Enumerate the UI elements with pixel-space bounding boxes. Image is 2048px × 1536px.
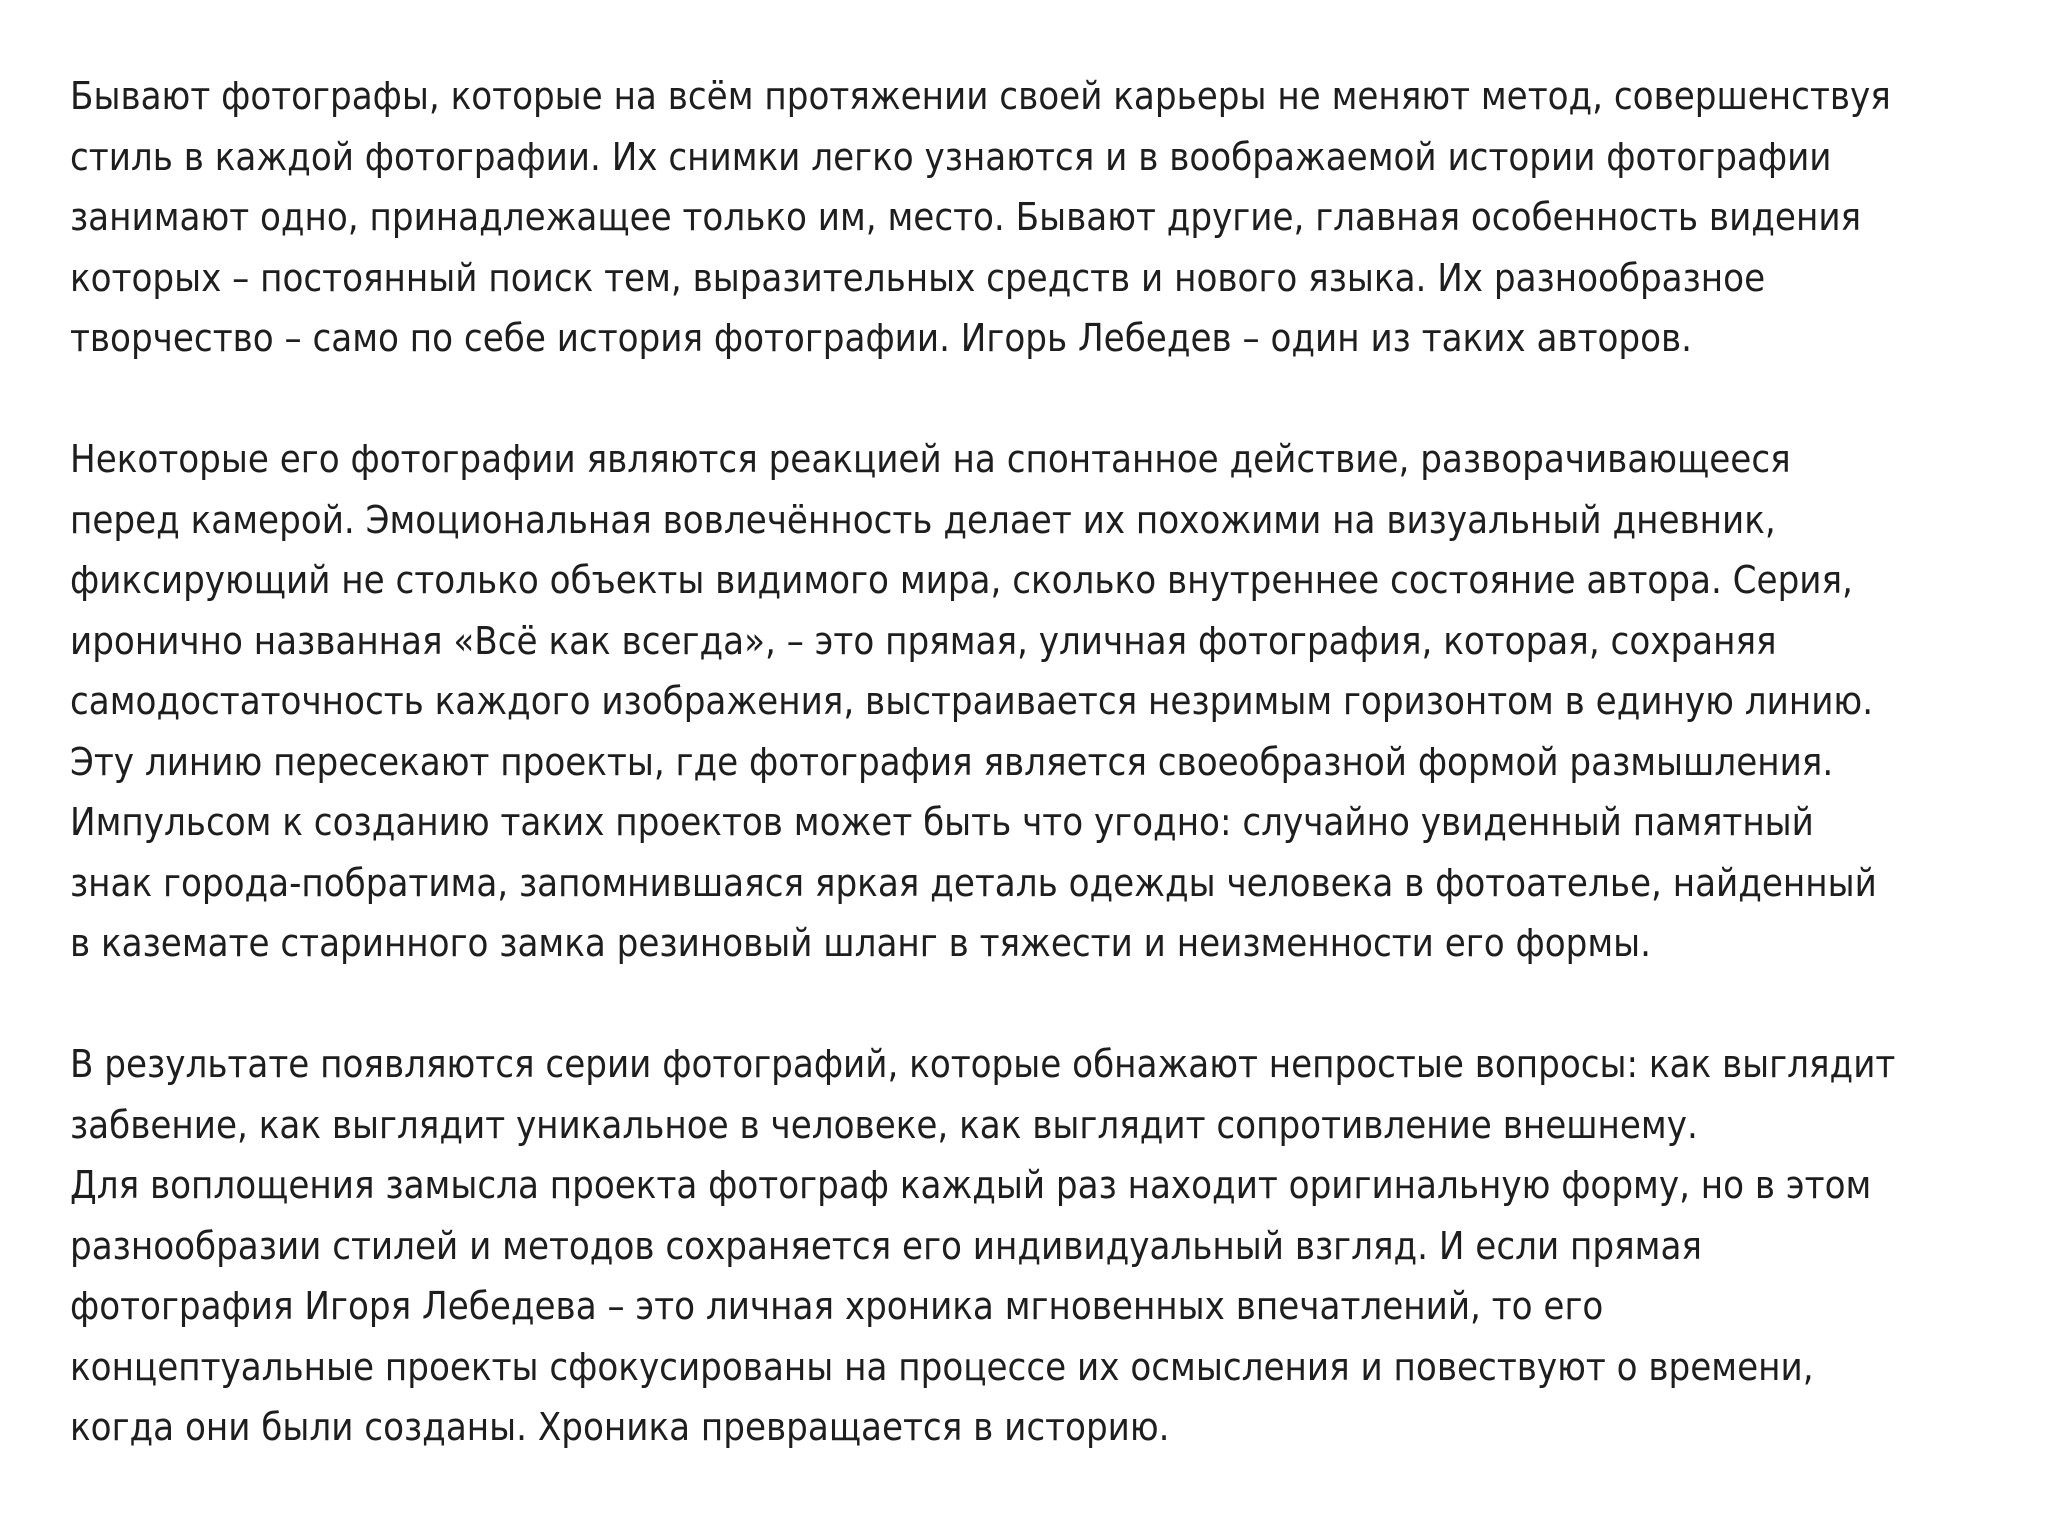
text-line: концептуальные проекты сфокусированы на процессе их осмысления и повествуют о времени, (70, 1344, 1814, 1389)
text-line: Эту линию пересекают проекты, где фотография является своеобразной формой размышления. (70, 739, 1834, 784)
text-line: когда они были созданы. Хроника превращается в историю. (70, 1405, 1170, 1449)
text-line: перед камерой. Эмоциональная вовлечённость делает их похожими на визуальный дневник, (70, 497, 1776, 542)
text-line: знак города-побратима, запомнившаяся яркая деталь одежды человека в фотоателье, найденный (70, 860, 1877, 905)
article-body (70, 66, 2030, 1458)
text-line: Импульсом к созданию таких проектов может быть что угодно: случайно увиденный памятный (70, 800, 1814, 844)
text-line: стиль в каждой фотографии. Их снимки легко узнаются и в воображаемой истории фотографии (70, 134, 1832, 179)
text-line: разнообразии стилей и методов сохраняется его индивидуальный взгляд. И если прямая (70, 1223, 1702, 1268)
text-line: фотография Игоря Лебедева – это личная хроника мгновенных впечатлений, то его (70, 1284, 1604, 1328)
text-line: Для воплощения замысла проекта фотограф каждый раз находит оригинальную форму, но в этом (70, 1163, 1872, 1207)
paragraph-1 (70, 66, 2030, 369)
paragraph-gap (70, 369, 2030, 430)
text-line: иронично названная «Всё как всегда», – это прямая, уличная фотография, которая, сохраняя (70, 618, 1777, 663)
text-line: забвение, как выглядит уникальное в человеке, как выглядит сопротивление внешнему. (70, 1102, 1698, 1147)
text-line: самодостаточность каждого изображения, выстраивается незримым горизонтом в единую линию. (70, 679, 1874, 723)
text-line: творчество – само по себе история фотографии. Игорь Лебедев – один из таких авторов. (70, 316, 1693, 360)
text-line: В результате появляются серии фотографий, которые обнажают непростые вопросы: как выглядит (70, 1042, 1896, 1086)
paragraph-2 (70, 429, 2030, 974)
paragraph-gap (70, 974, 2030, 1035)
text-line: фиксирующий не столько объекты видимого мира, сколько внутреннее состояние автора. Серия, (70, 558, 1853, 602)
text-line: Некоторые его фотографии являются реакцией на спонтанное действие, разворачивающееся (70, 437, 1791, 481)
text-line: Бывают фотографы, которые на всём протяжении своей карьеры не меняют метод, совершенствуя (70, 74, 1891, 118)
text-line: занимают одно, принадлежащее только им, место. Бывают другие, главная особенность видения (70, 195, 1862, 239)
text-line: в каземате старинного замка резиновый шланг в тяжести и неизменности его формы. (70, 921, 1651, 965)
text-line: которых – постоянный поиск тем, выразительных средств и нового языка. Их разнообразное (70, 255, 1766, 300)
paragraph-3 (70, 1034, 2030, 1458)
